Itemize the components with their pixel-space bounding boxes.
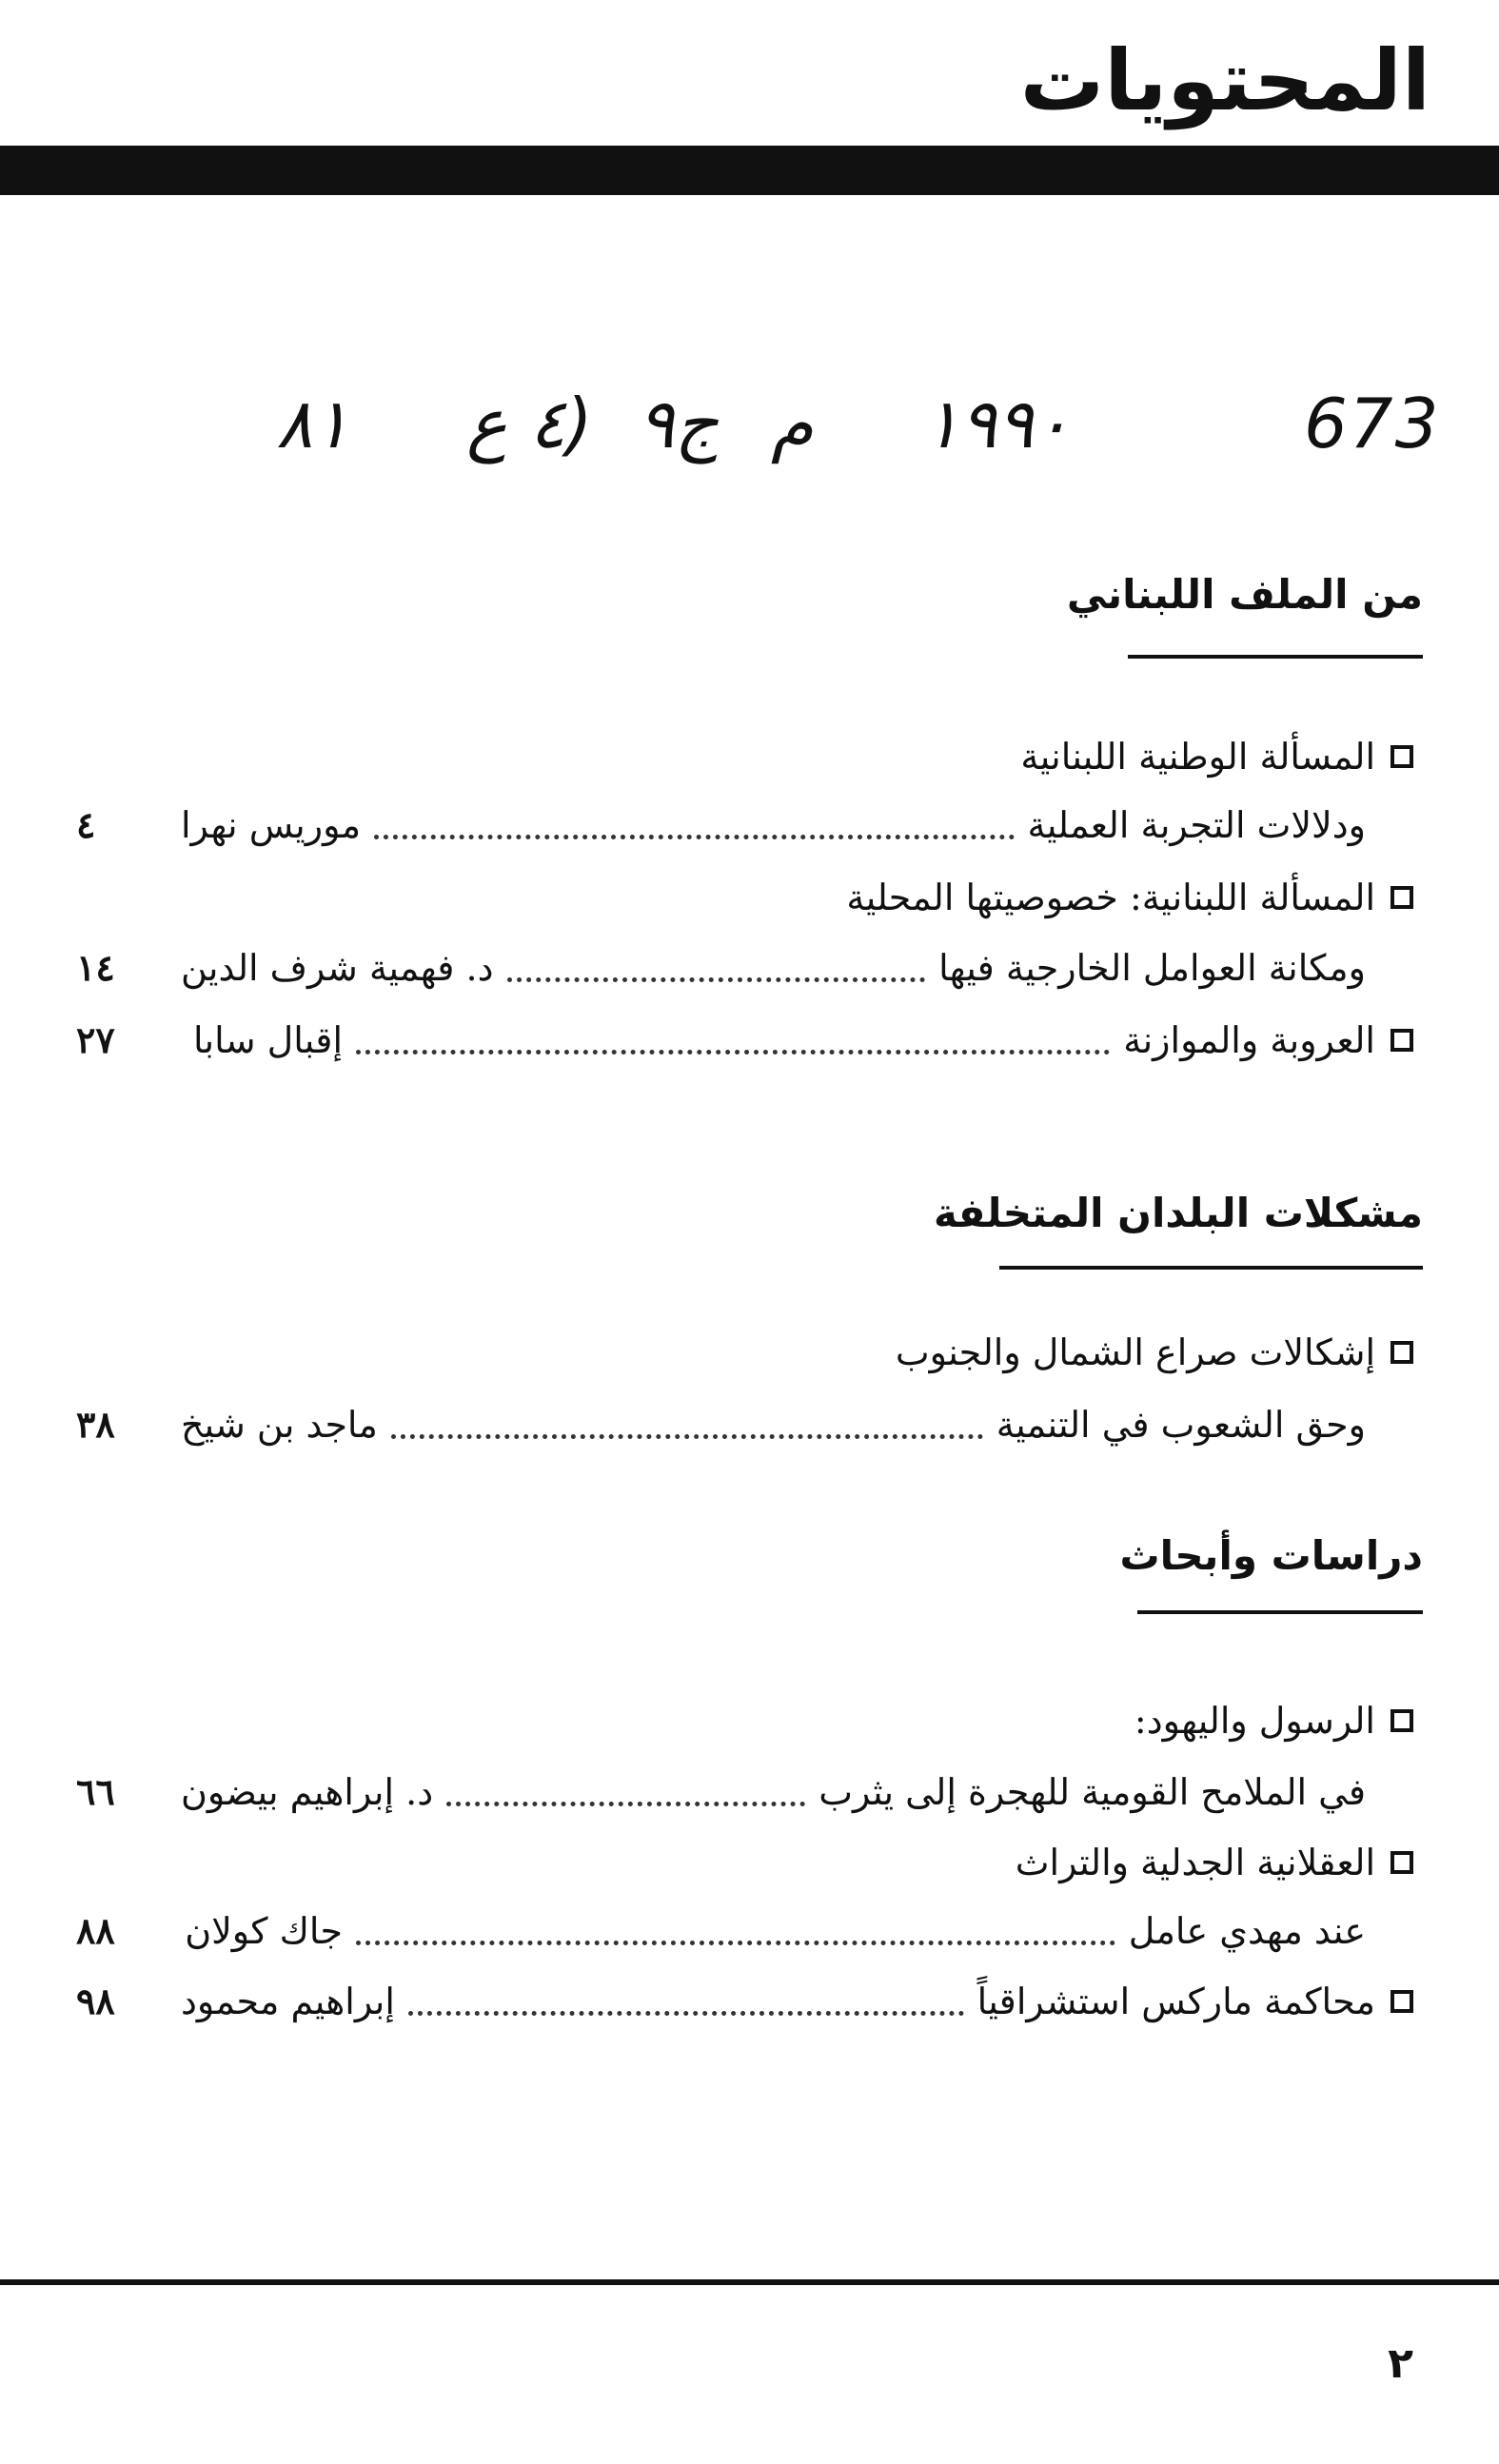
dot-leader xyxy=(446,1802,805,1806)
handwritten-part: ٨١ xyxy=(276,384,350,463)
section-underline xyxy=(1137,1610,1423,1614)
toc-item-continuation: ودلالات التجربة العملية xyxy=(1027,804,1366,846)
toc-item-continuation: في الملامح القومية للهجرة إلى يثرب xyxy=(819,1771,1366,1813)
handwritten-part: ٤ ع) xyxy=(466,384,593,463)
toc-item-title: العروبة والموازنة xyxy=(1123,1019,1375,1061)
checkbox-icon xyxy=(1391,1990,1413,2013)
dot-leader xyxy=(408,2011,964,2016)
toc-item-continuation: عند مهدي عامل xyxy=(1128,1910,1366,1952)
title-bar xyxy=(0,146,1499,195)
checkbox-icon xyxy=(1391,745,1413,768)
checkbox-icon xyxy=(1391,1709,1413,1732)
toc-item-page: ٢٧ xyxy=(76,1018,115,1061)
toc-item-author: موريس نهرا xyxy=(181,804,362,846)
toc-item-author: إقبال سابا xyxy=(192,1019,343,1061)
toc-item-title-line[interactable] xyxy=(76,1319,1413,1386)
dot-leader xyxy=(374,835,1014,839)
dot-leader xyxy=(507,977,926,982)
dot-leader xyxy=(356,1941,1115,1945)
page-number: ٢ xyxy=(1388,2339,1413,2388)
toc-item-continuation: ومكانة العوامل الخارجية فيها xyxy=(938,947,1366,989)
handwritten-part: ١٩٩٠ xyxy=(923,384,1071,463)
toc-item-page: ٣٨ xyxy=(76,1403,115,1446)
toc-item-title-line[interactable] xyxy=(76,864,1413,931)
section-heading: مشكلات البلدان المتخلفة xyxy=(933,1190,1423,1236)
toc-item-line[interactable] xyxy=(76,1968,1413,2035)
checkbox-icon xyxy=(1391,1341,1413,1364)
toc-item-page: ٨٨ xyxy=(76,1909,115,1952)
toc-item-title-line[interactable] xyxy=(76,1687,1413,1754)
toc-item-author: د. فهمية شرف الدين xyxy=(181,947,494,989)
section-heading: دراسات وأبحاث xyxy=(1119,1532,1423,1579)
toc-item-author: د. إبراهيم بيضون xyxy=(181,1771,434,1813)
toc-item-line[interactable] xyxy=(76,1759,1366,1825)
toc-item-page: ٤ xyxy=(76,803,96,846)
dot-leader xyxy=(356,1050,1110,1055)
toc-item-title: المسألة اللبنانية: خصوصيتها المحلية xyxy=(846,877,1375,918)
toc-item-author: إبراهيم محمود xyxy=(181,1981,395,2022)
toc-item-title: العقلانية الجدلية والتراث xyxy=(1015,1842,1375,1883)
toc-item-line[interactable] xyxy=(76,792,1366,858)
toc-item-page: ١٤ xyxy=(76,946,115,989)
toc-item-page: ٦٦ xyxy=(76,1770,115,1813)
toc-item-title: الرسول واليهود: xyxy=(1134,1700,1375,1742)
checkbox-icon xyxy=(1391,886,1413,909)
section-underline xyxy=(1128,655,1423,659)
dot-leader xyxy=(391,1434,983,1439)
handwritten-part: 673 xyxy=(1304,384,1441,463)
handwritten-part: م xyxy=(771,384,814,463)
toc-item-title: محاكمة ماركس استشراقياً xyxy=(976,1981,1375,2022)
toc-item-line[interactable] xyxy=(76,1007,1413,1074)
page-title: المحتويات xyxy=(1019,31,1430,129)
handwritten-note xyxy=(276,362,1441,485)
footer-rule xyxy=(0,2279,1499,2285)
toc-item-author: ماجد بن شيخ xyxy=(181,1404,378,1446)
toc-item-title: المسألة الوطنية اللبنانية xyxy=(1020,736,1375,778)
toc-item-title: إشكالات صراع الشمال والجنوب xyxy=(895,1331,1375,1373)
toc-item-title-line[interactable] xyxy=(76,1829,1413,1896)
section-heading: من الملف اللبناني xyxy=(1066,571,1423,618)
section-underline xyxy=(999,1266,1423,1270)
toc-item-continuation: وحق الشعوب في التنمية xyxy=(996,1404,1366,1446)
toc-item-title-line[interactable] xyxy=(76,723,1413,790)
toc-item-page: ٩٨ xyxy=(76,1980,115,2022)
toc-item-author: جاك كولان xyxy=(185,1910,343,1952)
handwritten-part: ج٩ xyxy=(638,384,720,463)
checkbox-icon xyxy=(1391,1851,1413,1874)
checkbox-icon xyxy=(1391,1029,1413,1052)
toc-item-line[interactable] xyxy=(76,935,1366,1001)
toc-item-line[interactable] xyxy=(76,1898,1366,1964)
toc-item-line[interactable] xyxy=(76,1391,1366,1458)
